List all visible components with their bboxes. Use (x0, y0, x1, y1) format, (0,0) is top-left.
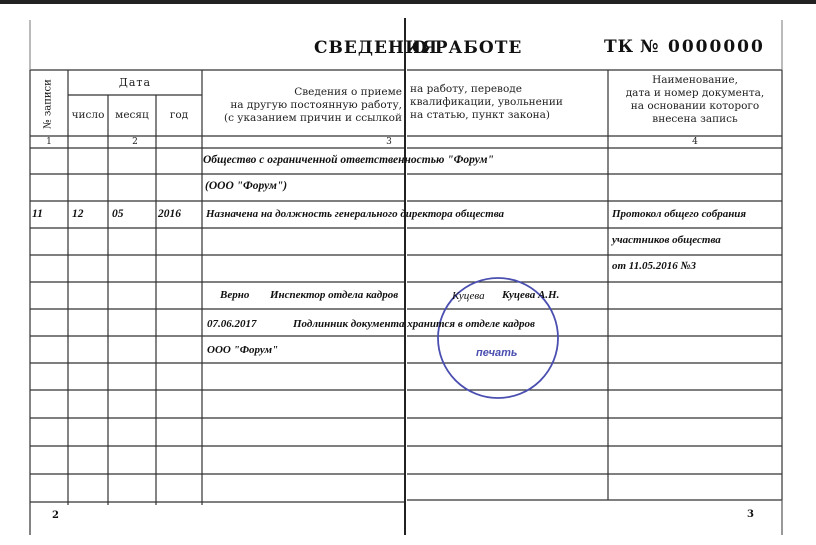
column-number-3: 3 (386, 137, 392, 147)
column-number-4: 4 (692, 137, 698, 147)
tk-label: ТК (604, 37, 635, 57)
info-header-right-2: квалификации, увольнении (410, 96, 563, 108)
basis-header-1: Наименование, (652, 74, 738, 86)
certification-date: 07.06.2017 (207, 318, 257, 330)
year-header: год (169, 109, 189, 121)
number-sign: № (640, 37, 660, 57)
entry-appointment: Назначена на должность генерального директора общества (206, 208, 505, 220)
document-number: 0000000 (668, 37, 765, 57)
entry-record-number: 11 (32, 208, 43, 220)
title-right: О РАБОТЕ (412, 38, 523, 58)
page-number-right: 3 (747, 509, 754, 520)
basis-header-4: внесена запись (652, 113, 738, 125)
info-header-left-2: на другую постоянную работу, (230, 99, 402, 111)
info-header-left-1: Сведения о приеме (294, 86, 402, 98)
entry-day: 12 (72, 208, 84, 220)
info-header-left-3: (с указанием причин и ссылкой (223, 112, 402, 124)
entry-year: 2016 (158, 208, 181, 220)
basis-line-2: участников общества (612, 234, 721, 246)
entry-month: 05 (112, 208, 124, 220)
inspector-title: Инспектор отдела кадров (270, 289, 399, 301)
basis-line-1: Протокол общего собрания (612, 208, 747, 220)
info-header-right-1: на работу, переводе (410, 83, 522, 95)
page-number-left: 2 (52, 510, 59, 521)
signature: Куцева (452, 290, 485, 302)
month-header: месяц (115, 109, 149, 121)
org-full-name: Общество с ограниченной ответственностью "Форум" (203, 154, 494, 166)
date-header: Дата (118, 76, 152, 89)
title-left: СВЕДЕНИЯ (314, 38, 439, 58)
record-number-header: № записи (42, 79, 54, 129)
column-number-2: 2 (132, 137, 138, 147)
verified-label: Верно (220, 289, 250, 301)
signer-name: Куцева А.Н. (502, 289, 560, 301)
basis-line-3: от 11.05.2016 №3 (612, 260, 697, 272)
basis-header-2: дата и номер документа, (625, 87, 765, 99)
info-header-right-3: на статью, пункт закона) (410, 109, 550, 121)
org-sign: ООО "Форум" (207, 344, 279, 356)
org-short-name: (ООО "Форум") (205, 180, 288, 192)
basis-header-3: на основании которого (630, 100, 760, 112)
day-header: число (71, 109, 105, 121)
original-note: Подлинник документа хранится в отделе кадров (293, 318, 535, 330)
stamp-label: печать (476, 347, 518, 359)
column-number-1: 1 (46, 137, 52, 147)
